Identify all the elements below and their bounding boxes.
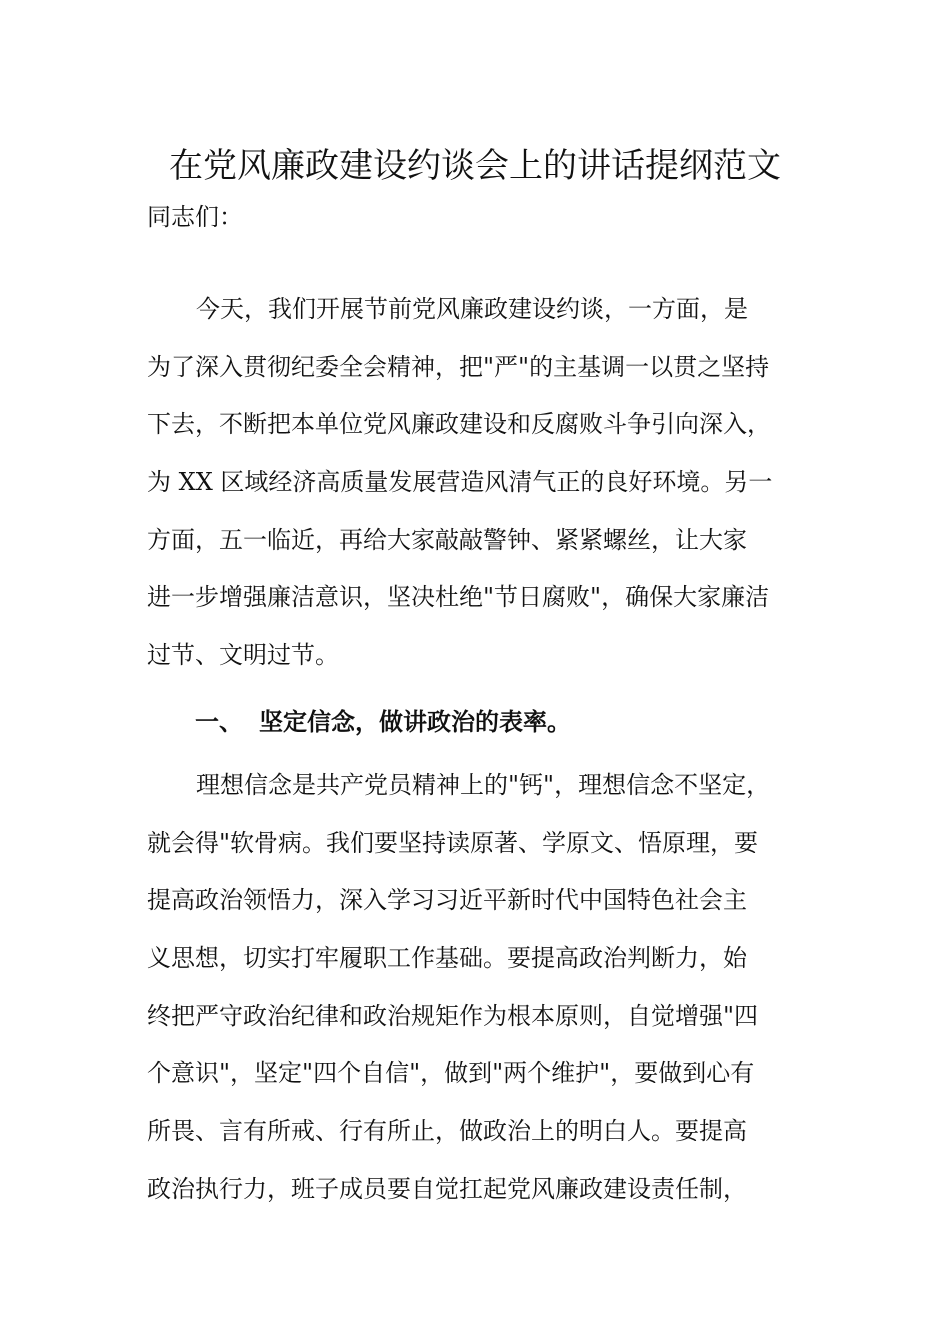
paragraph-line: 下去，不断把本单位党风廉政建设和反腐败斗争引向深入， xyxy=(147,410,771,439)
section-heading-text: 坚定信念，做讲政治的表率。 xyxy=(259,708,571,736)
paragraph-line: 政治执行力，班子成员要自觉扛起党风廉政建设责任制， xyxy=(147,1174,747,1203)
document-title: 在党风廉政建设约谈会上的讲话提纲范文 xyxy=(169,146,781,186)
paragraph-line: 过节、文明过节。 xyxy=(147,641,339,670)
paragraph-line: 所畏、言有所戒、行有所止，做政治上的明白人。要提高 xyxy=(147,1117,747,1146)
section-heading xyxy=(195,697,571,747)
paragraph-section1 xyxy=(147,757,810,1219)
paragraph-line: 义思想，切实打牢履职工作基础。要提高政治判断力，始 xyxy=(147,944,747,973)
paragraph-line: 进一步增强廉洁意识，坚决杜绝"节日腐败"，确保大家廉洁 xyxy=(147,583,770,612)
paragraph-line: 为了深入贯彻纪委全会精神，把"严"的主基调一以贯之坚持 xyxy=(147,352,770,381)
paragraph-intro xyxy=(147,281,810,685)
paragraph-line: 个意识"，坚定"四个自信"，做到"两个维护"，要做到心有 xyxy=(147,1059,755,1088)
paragraph-line: 理想信念是共产党员精神上的"钙"，理想信念不坚定， xyxy=(196,771,771,799)
paragraph-line: 提高政治领悟力，深入学习习近平新时代中国特色社会主 xyxy=(147,886,747,915)
paragraph-line: 就会得"软骨病。我们要坚持读原著、学原文、悟原理，要 xyxy=(147,828,759,857)
section-number: 一、 xyxy=(195,708,243,736)
paragraph-line: 今天，我们开展节前党风廉政建设约谈，一方面，是 xyxy=(196,295,748,323)
greeting: 同志们： xyxy=(147,203,243,231)
paragraph-line: 终把严守政治纪律和政治规矩作为根本原则，自觉增强"四 xyxy=(147,1001,759,1030)
paragraph-line: 为 XX 区域经济高质量发展营造风清气正的良好环境。另一 xyxy=(147,468,773,497)
paragraph-line: 方面，五一临近，再给大家敲敲警钟、紧紧螺丝，让大家 xyxy=(147,525,747,554)
